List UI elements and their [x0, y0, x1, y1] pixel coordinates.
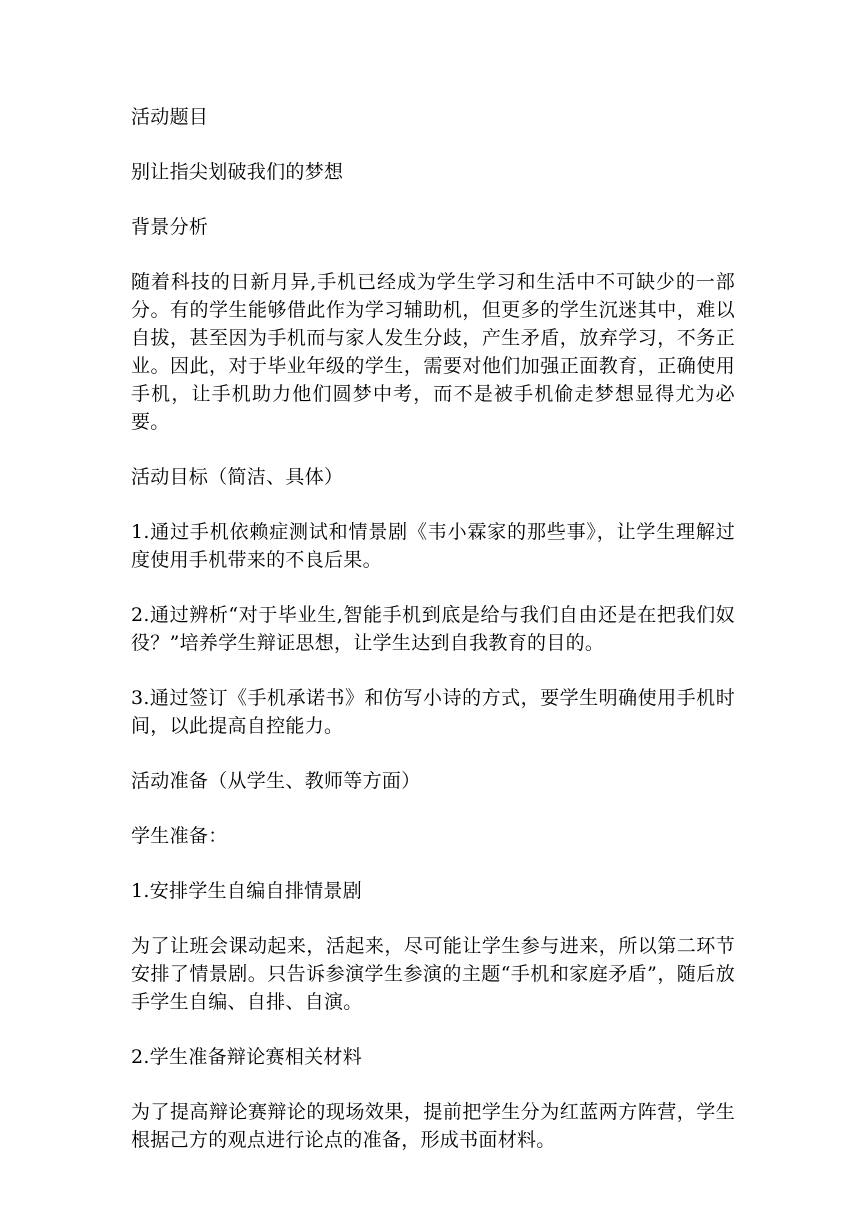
prep-item-2-title: 2.学生准备辩论赛相关材料: [131, 1046, 363, 1068]
heading-background-analysis: 背景分析: [131, 216, 209, 238]
heading-activity-preparation: 活动准备（从学生、教师等方面）: [131, 770, 421, 792]
heading-activity-title: 活动题目: [131, 106, 209, 128]
goal-item-1: 1.通过手机依赖症测试和情景剧《韦小霖家的那些事》，让学生理解过度使用手机带来的不良后果。: [131, 521, 735, 571]
document-body: [131, 103, 735, 1181]
background-analysis-text: 随着科技的日新月异,手机已经成为学生学习和生活中不可缺少的一部分。有的学生能够借此作为学习辅助机，但更多的学生沉迷其中，难以自拔，甚至因为手机而与家人发生分歧，产生矛盾，放弃学习，不务正业。因此，对于毕业年级的学生，需要对他们加强正面教育，正确使用手机，让手机助力他们圆梦中考，而不是被手机偷走梦想显得尤为必要。: [131, 271, 735, 433]
prep-item-1-title: 1.安排学生自编自排情景剧: [131, 880, 363, 902]
prep-item-1-text: 为了让班会课动起来，活起来，尽可能让学生参与进来，所以第二环节安排了情景剧。只告诉参演学生参演的主题“手机和家庭矛盾”，随后放手学生自编、自排、自演。: [131, 935, 735, 1013]
heading-activity-goals: 活动目标（简洁、具体）: [131, 466, 344, 488]
prep-item-2-text: 为了提高辩论赛辩论的现场效果，提前把学生分为红蓝两方阵营，学生根据己方的观点进行论点的准备，形成书面材料。: [131, 1101, 735, 1151]
goal-item-3: 3.通过签订《手机承诺书》和仿写小诗的方式，要学生明确使用手机时间，以此提高自控能力。: [131, 687, 735, 737]
activity-title-text: 别让指尖划破我们的梦想: [131, 161, 344, 183]
heading-student-preparation: 学生准备：: [131, 825, 228, 847]
goal-item-2: 2.通过辨析“对于毕业生,智能手机到底是给与我们自由还是在把我们奴役？”培养学生辩证思想，让学生达到自我教育的目的。: [131, 604, 735, 654]
